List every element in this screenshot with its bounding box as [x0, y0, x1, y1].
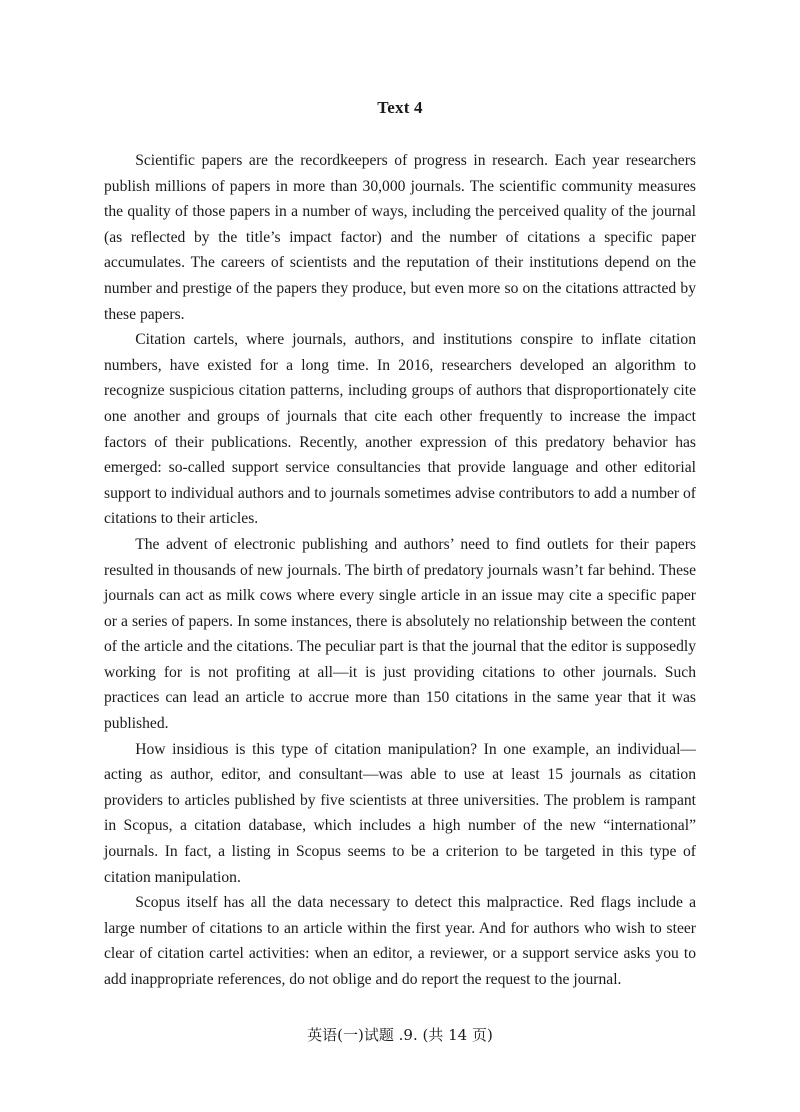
page-footer: 英语(一)试题 .9. (共 14 页) [307, 1026, 493, 1044]
paragraph-2: Citation cartels, where journals, authors, and institutions conspire to inflate citation numbers, have existed for a long time. In 2016, researchers developed an algorithm to recognize suspicious citation patterns, including groups of authors that disproportionately cite one another and groups of journals that cite each other frequently to increase the impact factors of their publications. Recently, another expression of this predatory behavior has emerged: so-called support service consultancies that provide language and other editorial support to individual authors and to journals sometimes advise contributors to add a number of citations to their articles. [104, 331, 696, 528]
paragraph-1: Scientific papers are the recordkeepers of progress in research. Each year researchers publish millions of papers in more than 30,000 journals. The scientific community measures the quality of those papers in a number of ways, including the perceived quality of the journal (as reflected by the title’s impact factor) and the number of citations a specific paper accumulates. The careers of scientists and the reputation of their institutions depend on the number and prestige of the papers they produce, but even more so on the citations attracted by these papers. [104, 152, 696, 323]
article-body [104, 148, 696, 993]
paragraph-3: The advent of electronic publishing and authors’ need to find outlets for their papers resulted in thousands of new journals. The birth of predatory journals wasn’t far behind. These journals can act as milk cows where every single article in an issue may cite a specific paper or a series of papers. In some instances, there is absolutely no relationship between the content of the article and the citations. The peculiar part is that the journal that the editor is supposedly working for is not profiting at all—it is just providing citations to other journals. Such practices can lead an article to accrue more than 150 citations in the same year that it was published. [104, 535, 696, 733]
paragraph-5: Scopus itself has all the data necessary to detect this malpractice. Red flags include a large number of citations to an article within the first year. And for authors who wish to steer clear of citation cartel activities: when an editor, a reviewer, or a support service asks you to add inappropriate references, do not oblige and do report the request to the journal. [104, 894, 696, 988]
text-title: Text 4 [377, 98, 423, 117]
paragraph-4: How insidious is this type of citation manipulation? In one example, an individual—acting as author, editor, and consultant—was able to use at least 15 journals as citation providers to articles published by five scientists at three universities. The problem is rampant in Scopus, a citation database, which includes a high number of the new “international” journals. In fact, a listing in Scopus seems to be a criterion to be targeted in this type of citation manipulation. [104, 740, 696, 886]
